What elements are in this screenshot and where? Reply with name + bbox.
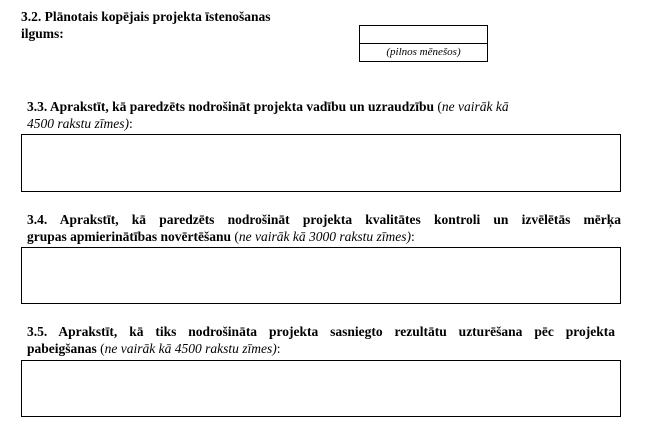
section-3-3-line2 [27,115,567,132]
section-3-3-line1 [27,98,567,115]
section-3-5-answer-field[interactable] [21,360,621,417]
section-3-5-line2 [27,340,615,357]
section-3-2-title-line1: 3.2. Plānotais kopējais projekta īstenošanas [21,9,271,24]
section-3-5-limit: ne vairāk kā 4500 rakstu zīmes) [104,341,277,356]
section-3-5-colon: : [276,341,281,356]
section-3-4-colon: : [411,229,415,244]
section-3-2-title-line2: ilgums: [21,26,64,41]
duration-box [359,25,488,62]
duration-unit-label: (pilnos mēnešos) [386,46,461,58]
section-3-4-answer-field[interactable] [21,247,621,304]
section-3-5-paren-open: ( [96,341,105,356]
section-3-3-bold: 3.3. Aprakstīt, kā paredzēts nodrošināt projekta vadību un uzraudzību [27,99,434,114]
section-3-3-answer-field[interactable] [21,134,621,192]
section-3-5-question [27,323,615,357]
section-3-4-line2 [27,228,621,245]
section-3-5-line1: 3.5. Aprakstīt, kā tiks nodrošināta projekta sasniegto rezultātu uzturēšana pēc projekta [27,324,615,339]
section-3-4-paren-open: ( [231,229,239,244]
section-3-2-title [21,8,321,42]
section-3-4-question [27,211,621,245]
section-3-3-limit-part1: ne vairāk kā [441,99,509,114]
section-3-5-bold-cont: pabeigšanas [27,341,97,356]
section-3-3-question [27,98,567,132]
section-3-4-bold-cont: grupas apmierinātības novērtēšanu [27,229,232,244]
section-3-3-paren-open: ( [433,99,442,114]
section-3-4-line1: 3.4. Aprakstīt, kā paredzēts nodrošināt projekta kvalitātes kontroli un izvēlētās mērķa [27,212,621,227]
section-3-4-limit: ne vairāk kā 3000 rakstu zīmes) [238,229,411,244]
duration-months-field[interactable] [360,26,487,44]
section-3-3-colon: : [129,116,133,131]
section-3-3-limit-part2: 4500 rakstu zīmes) [27,116,129,131]
